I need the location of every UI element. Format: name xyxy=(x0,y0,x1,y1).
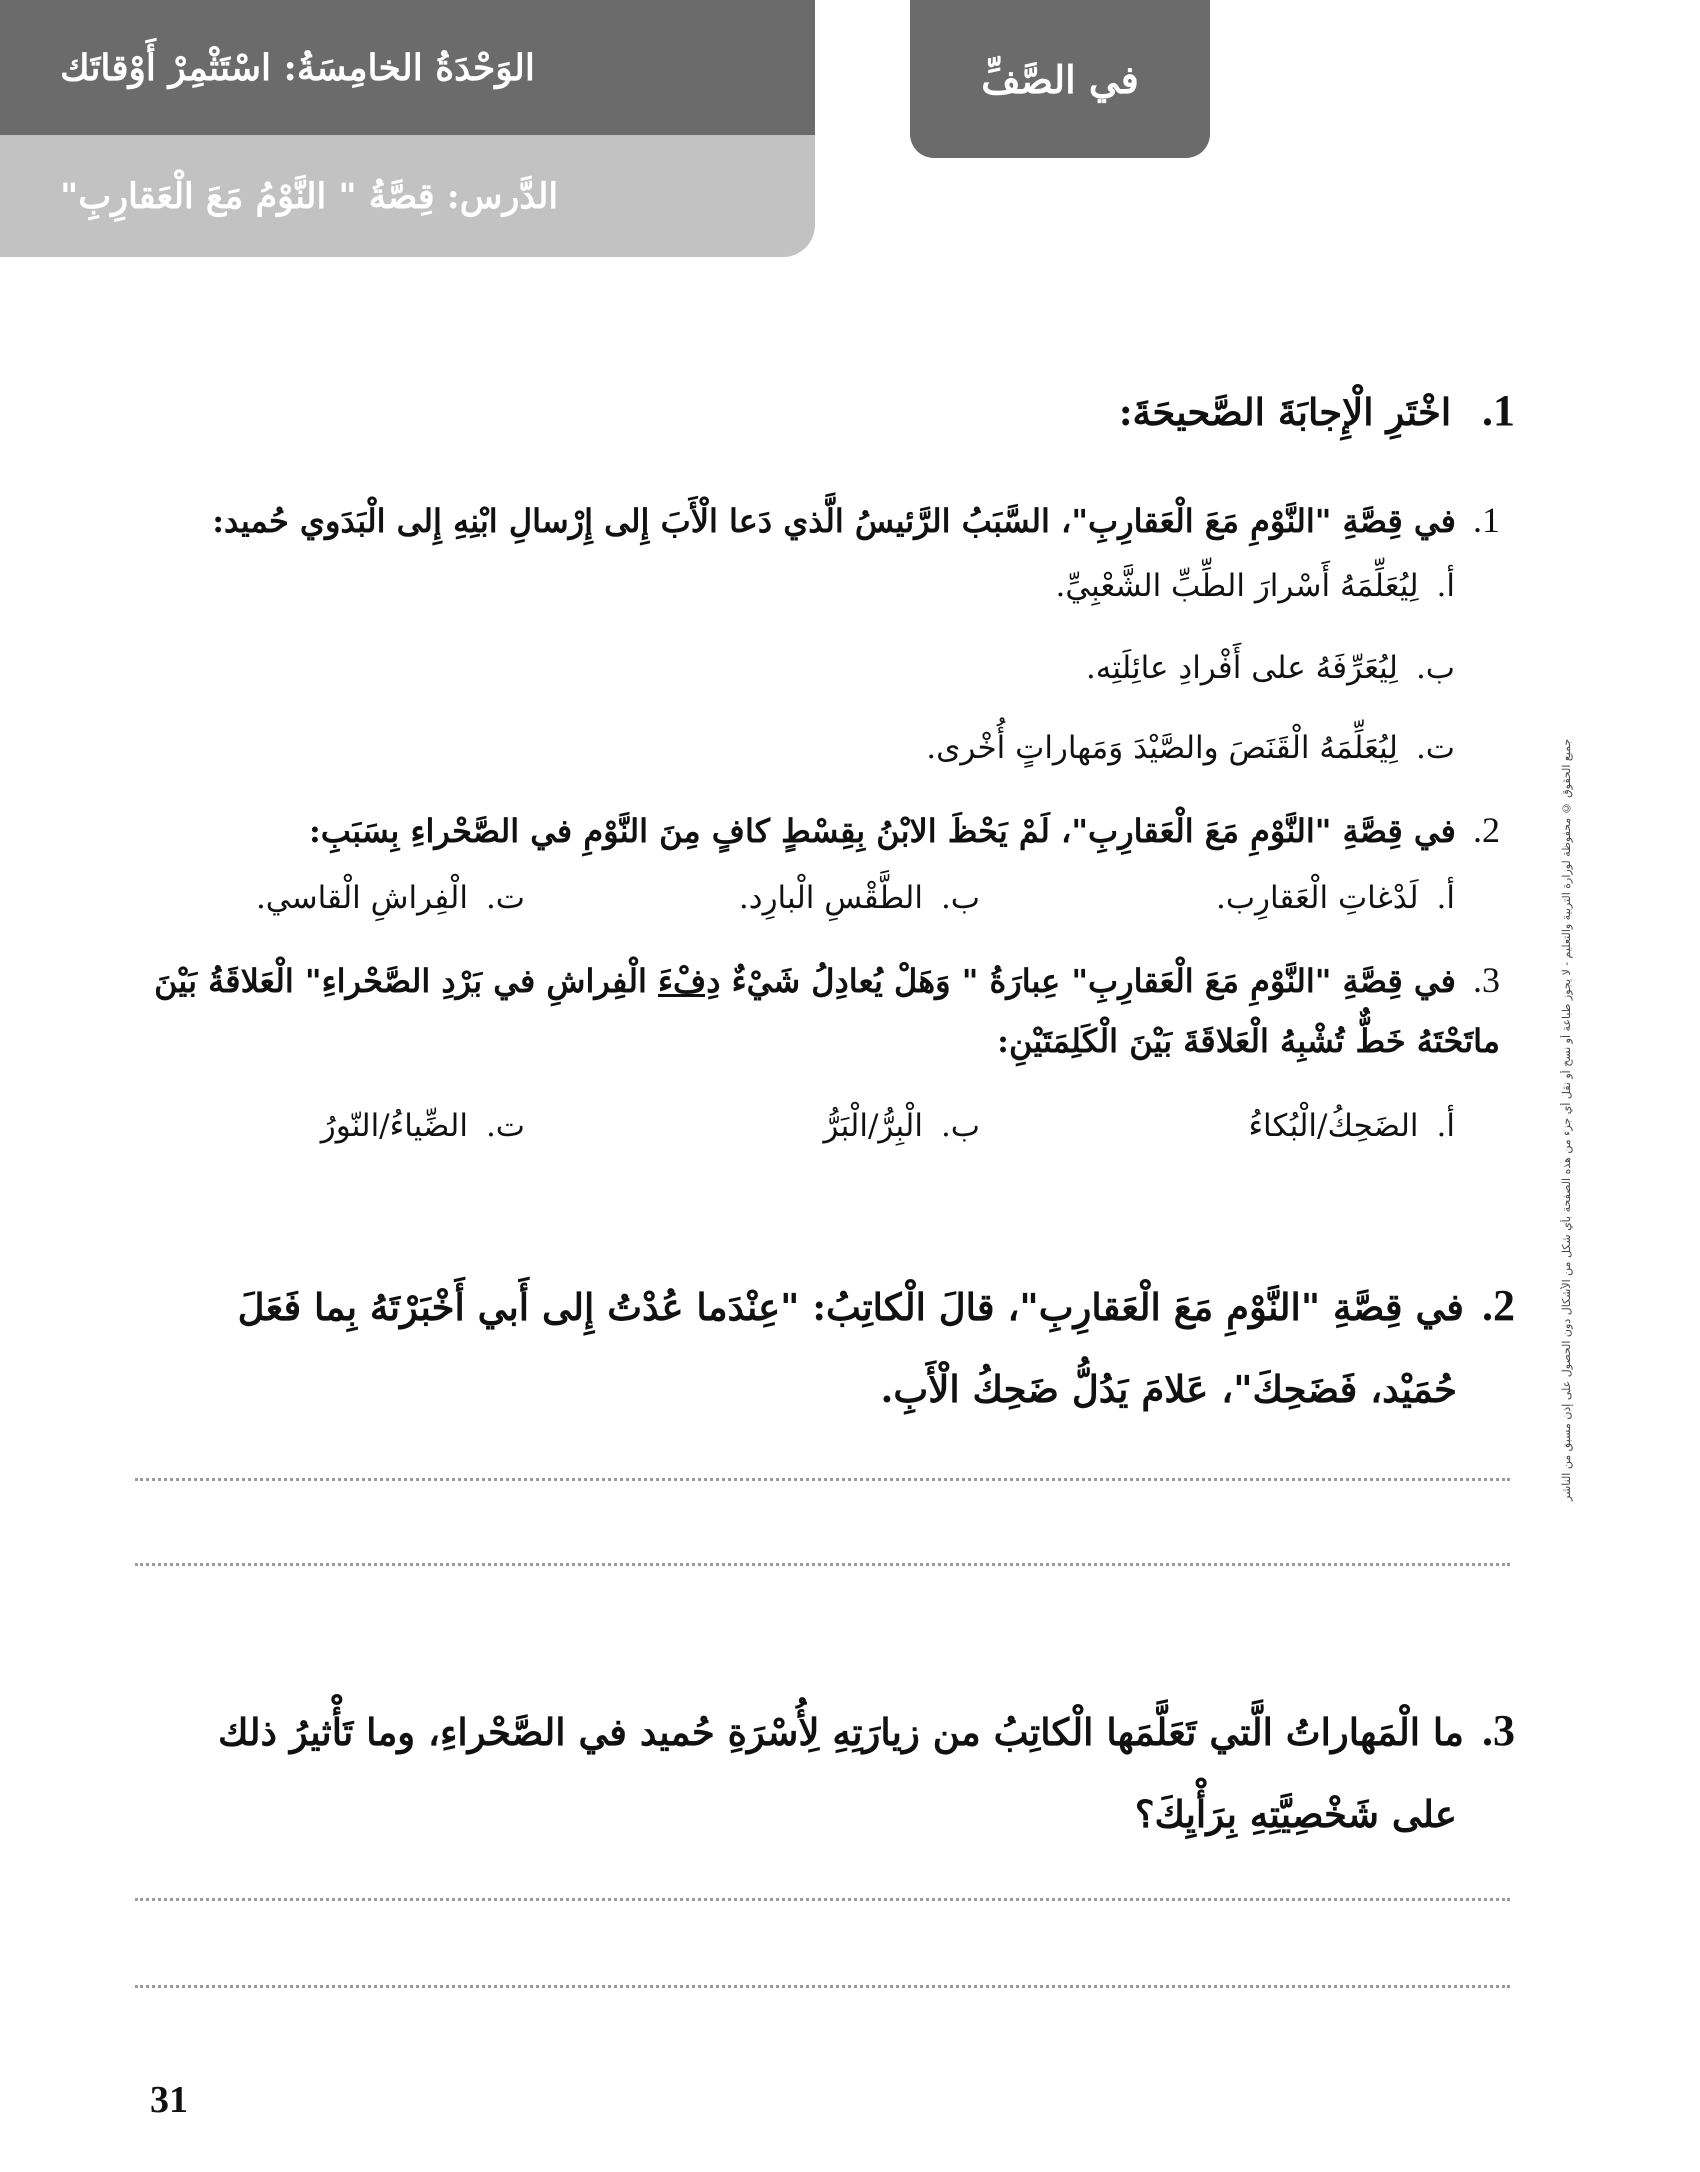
answer-line[interactable] xyxy=(135,1563,1510,1566)
option-1c[interactable] xyxy=(926,730,1455,766)
option-2c[interactable] xyxy=(256,880,525,916)
option-letter: أ. xyxy=(1436,568,1455,604)
option-letter: ت. xyxy=(1415,730,1455,766)
question-2-line2: حُمَيْد، فَضَحِكَ"، عَلامَ يَدُلُّ ضَحِكُ الْأَبِ. xyxy=(880,1367,1457,1411)
subquestion-1-stem xyxy=(120,490,1500,551)
subquestion-3-text-part2: الْفِراشِ في xyxy=(482,962,658,1000)
option-3c[interactable] xyxy=(321,1108,525,1144)
option-letter: ب. xyxy=(940,880,980,916)
option-letter: أ. xyxy=(1436,1108,1455,1144)
question-1-text: اخْتَرِ الْإِجابَةَ الصَّحيحَةَ: xyxy=(1118,390,1452,434)
subquestion-3-stem xyxy=(120,950,1500,1071)
option-text: الطَّقْسِ الْبارِد. xyxy=(738,880,923,916)
subquestion-1-text: في قِصَّةِ "النَّوْمِ مَعَ الْعَقارِبِ"، السَّبَبُ الرَّئيسُ الَّذي دَعا الْأَبَ إِلى إِرْسالِ ابْنِهِ إِلى الْبَدَوي حُميد: xyxy=(212,502,1456,540)
in-class-tab: في الصَّفِّ xyxy=(910,0,1210,158)
question-3-line2: على شَخْصِيَّتِهِ بِرَأْيِكَ؟ xyxy=(1134,1792,1457,1836)
lesson-title: الدَّرس: قِصَّةُ " النَّوْمُ مَعَ الْعَقارِبِ" xyxy=(60,175,559,217)
subquestion-2-number: 2. xyxy=(1473,810,1500,850)
option-letter: ب. xyxy=(940,1108,980,1144)
option-letter: ت. xyxy=(485,880,525,916)
option-letter: ب. xyxy=(1415,650,1455,686)
question-3-number: 3. xyxy=(1482,1706,1515,1755)
question-3 xyxy=(165,1690,1515,1855)
copyright-side-note: جميع الحقوق © محفوظة لوزارة التربية والتعليم - لا يجوز طباعة أو نسخ أو نقل أي جزء من هذه الصفحة بأي شكل من الأشكال دون الحصول على إذن مسبق من الناشر xyxy=(1560,738,1573,1502)
option-text: الْفِراشِ الْقاسي. xyxy=(255,880,468,916)
option-1a[interactable] xyxy=(1055,568,1455,604)
underlined-word-warmth: دِفْءَ xyxy=(657,962,721,1000)
underlined-word-cold: بَرْدِ xyxy=(441,962,483,1000)
answer-line[interactable] xyxy=(135,1898,1510,1901)
answer-line[interactable] xyxy=(135,1478,1510,1481)
question-1-number: 1. xyxy=(1482,386,1515,435)
option-letter: أ. xyxy=(1436,880,1455,916)
option-text: الْبِرُّ/الْبَرُّ xyxy=(823,1108,923,1144)
option-text: لَدْغاتِ الْعَقارِب. xyxy=(1215,880,1419,916)
option-text: الضَحِكُ/الْبُكاءُ xyxy=(1248,1108,1419,1144)
option-2a[interactable] xyxy=(1216,880,1455,916)
option-text: لِيُعَلِّمَهُ أَسْرارَ الطِّبِّ الشَّعْبِيِّ. xyxy=(1055,568,1419,604)
option-1b[interactable] xyxy=(1086,650,1455,686)
question-2-line1 xyxy=(165,1265,1515,1348)
page-number: 31 xyxy=(150,2079,188,2121)
question-3-line1 xyxy=(165,1690,1515,1773)
option-text: لِيُعَلِّمَهُ الْقَنَصَ والصَّيْدَ وَمَهاراتٍ أُخْرى. xyxy=(926,730,1398,766)
question-2-text: في قِصَّةِ "النَّوْمِ مَعَ الْعَقارِبِ"، قالَ الْكاتِبُ: "عِنْدَما عُدْتُ إِلى أَبي أَخْبَرْتَهُ بِما فَعَلَ xyxy=(237,1285,1464,1329)
subquestion-3-text-part1: في قِصَّةِ "النَّوْمِ مَعَ الْعَقارِبِ" عِبارَةُ " وَهَلْ يُعادِلُ شَيْءٌ xyxy=(720,962,1456,1000)
option-text: الضِّياءُ/النّورُ xyxy=(320,1108,468,1144)
subquestion-1-number: 1. xyxy=(1473,500,1500,540)
subquestion-3-text-part3: الصَّحْراءِ" الْعَلاقَةُ بَيْنَ ماتَحْتَهُ خَطٌّ تُشْبِهُ الْعَلاقَةَ بَيْنَ الْكَلِمَتَيْنِ: xyxy=(154,962,1500,1060)
unit-title: الوَحْدَةُ الخامِسَةُ: اسْتَثْمِرْ أَوْقاتَك xyxy=(60,46,535,89)
question-2 xyxy=(165,1265,1515,1430)
option-2b[interactable] xyxy=(739,880,980,916)
option-3b[interactable] xyxy=(823,1108,980,1144)
question-3-text: ما الْمَهاراتُ الَّتي تَعَلَّمَها الْكاتِبُ من زيارَتِهِ لِأُسْرَةِ حُميد في الصَّحْراءِ، وما تَأْثيرُ ذلك xyxy=(218,1710,1464,1754)
subquestion-2-stem xyxy=(120,800,1500,861)
option-text: لِيُعَرِّفَهُ على أَفْرادِ عائِلَتِه. xyxy=(1085,650,1398,686)
answer-line[interactable] xyxy=(135,1985,1510,1988)
option-letter: ت. xyxy=(485,1108,525,1144)
question-1-title xyxy=(165,385,1515,436)
subquestion-2-text: في قِصَّةِ "النَّوْمِ مَعَ الْعَقارِبِ"، لَمْ يَحْظَ الابْنُ بِقِسْطٍ كافٍ مِنَ النَّوْمِ في الصَّحْراءِ بِسَبَبِ: xyxy=(308,812,1456,850)
subquestion-3-number: 3. xyxy=(1473,960,1500,1000)
option-3a[interactable] xyxy=(1248,1108,1455,1144)
question-2-number: 2. xyxy=(1482,1281,1515,1330)
